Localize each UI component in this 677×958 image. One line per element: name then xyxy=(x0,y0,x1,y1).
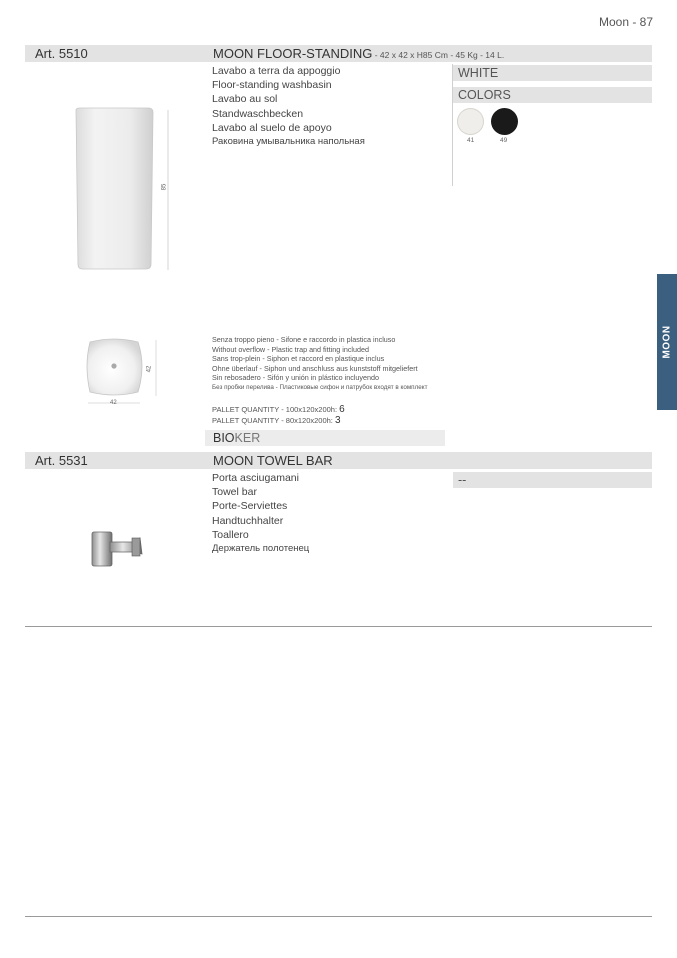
note-en: Without overflow - Plastic trap and fitting included xyxy=(212,344,370,354)
footer-divider xyxy=(25,916,652,917)
section-tab-label: MOON xyxy=(661,325,673,359)
finish-label: -- xyxy=(453,472,652,488)
note-fr: Sans trop-plein - Siphon et raccord en plastique inclus xyxy=(212,354,385,364)
colors-label: COLORS xyxy=(453,87,652,103)
description-it: Lavabo a terra da appoggio xyxy=(212,65,341,77)
description-de: Handtuchhalter xyxy=(212,514,284,527)
product-notes xyxy=(212,335,427,393)
finish-label: WHITE xyxy=(453,65,652,81)
section-divider xyxy=(25,626,652,627)
pallet-qty: 6 xyxy=(339,404,345,415)
depth-dimension: 42 xyxy=(146,365,153,373)
note-it: Senza troppo pieno - Sifone e raccordo in plastica incluso xyxy=(212,335,396,344)
width-dimension: 42 xyxy=(110,400,117,406)
brand-name-rest: KER xyxy=(234,431,261,445)
color-swatch-white xyxy=(457,108,484,135)
description-de: Standwaschbecken xyxy=(212,107,304,120)
note-es: Sin rebosadero - Sifón y unión in plástico incluyendo xyxy=(212,373,380,383)
pallet-info xyxy=(212,404,345,426)
product-descriptions xyxy=(212,64,365,149)
article-number: Art. 5510 xyxy=(25,45,208,62)
color-code-white: 41 xyxy=(467,137,475,144)
description-fr: Porte-Serviettes xyxy=(212,500,288,513)
description-it: Porta asciugamani xyxy=(212,472,299,484)
towel-bar-image xyxy=(88,522,146,570)
section-tab xyxy=(657,274,677,410)
article-number: Art. 5531 xyxy=(25,452,208,469)
description-fr: Lavabo au sol xyxy=(212,93,278,106)
product-dimensions: - 42 x 42 x H85 Cm - 45 Kg - 14 L. xyxy=(372,50,505,60)
description-en: Floor-standing washbasin xyxy=(212,79,332,92)
pallet-row xyxy=(212,415,345,426)
pallet-label: PALLET QUANTITY - 100x120x200h: xyxy=(212,405,340,414)
product-title xyxy=(205,452,652,469)
pallet-row xyxy=(212,404,345,415)
pallet-qty: 3 xyxy=(334,415,341,426)
description-es: Lavabo al suelo de apoyo xyxy=(212,121,332,134)
description-en: Towel bar xyxy=(212,486,257,499)
pallet-label: PALLET QUANTITY - 80x120x200h: xyxy=(212,416,335,425)
brand-name-bold: BIO xyxy=(213,431,235,445)
product-name: MOON TOWEL BAR xyxy=(213,453,333,468)
product-name: MOON FLOOR-STANDING xyxy=(213,46,373,61)
washbasin-front-image xyxy=(70,104,175,276)
description-ru: Держатель полотенец xyxy=(212,543,310,555)
product-descriptions xyxy=(212,471,309,556)
height-dimension: 85 xyxy=(161,183,168,191)
brand-bar xyxy=(205,430,445,446)
color-swatch-black xyxy=(491,108,518,135)
description-es: Toallero xyxy=(212,528,249,541)
description-ru: Раковина умывальника напольная xyxy=(212,136,365,148)
color-code-black: 49 xyxy=(500,137,508,144)
product-title xyxy=(205,45,652,62)
note-de: Ohne überlauf - Siphon und anschluss aus kunststoff mitgeliefert xyxy=(212,363,418,373)
page-number: Moon - 87 xyxy=(598,15,653,29)
column-divider xyxy=(452,64,453,186)
note-ru: Без пробки перелива - Пластиковые сифон и патрубок входят в комплект xyxy=(212,383,428,391)
